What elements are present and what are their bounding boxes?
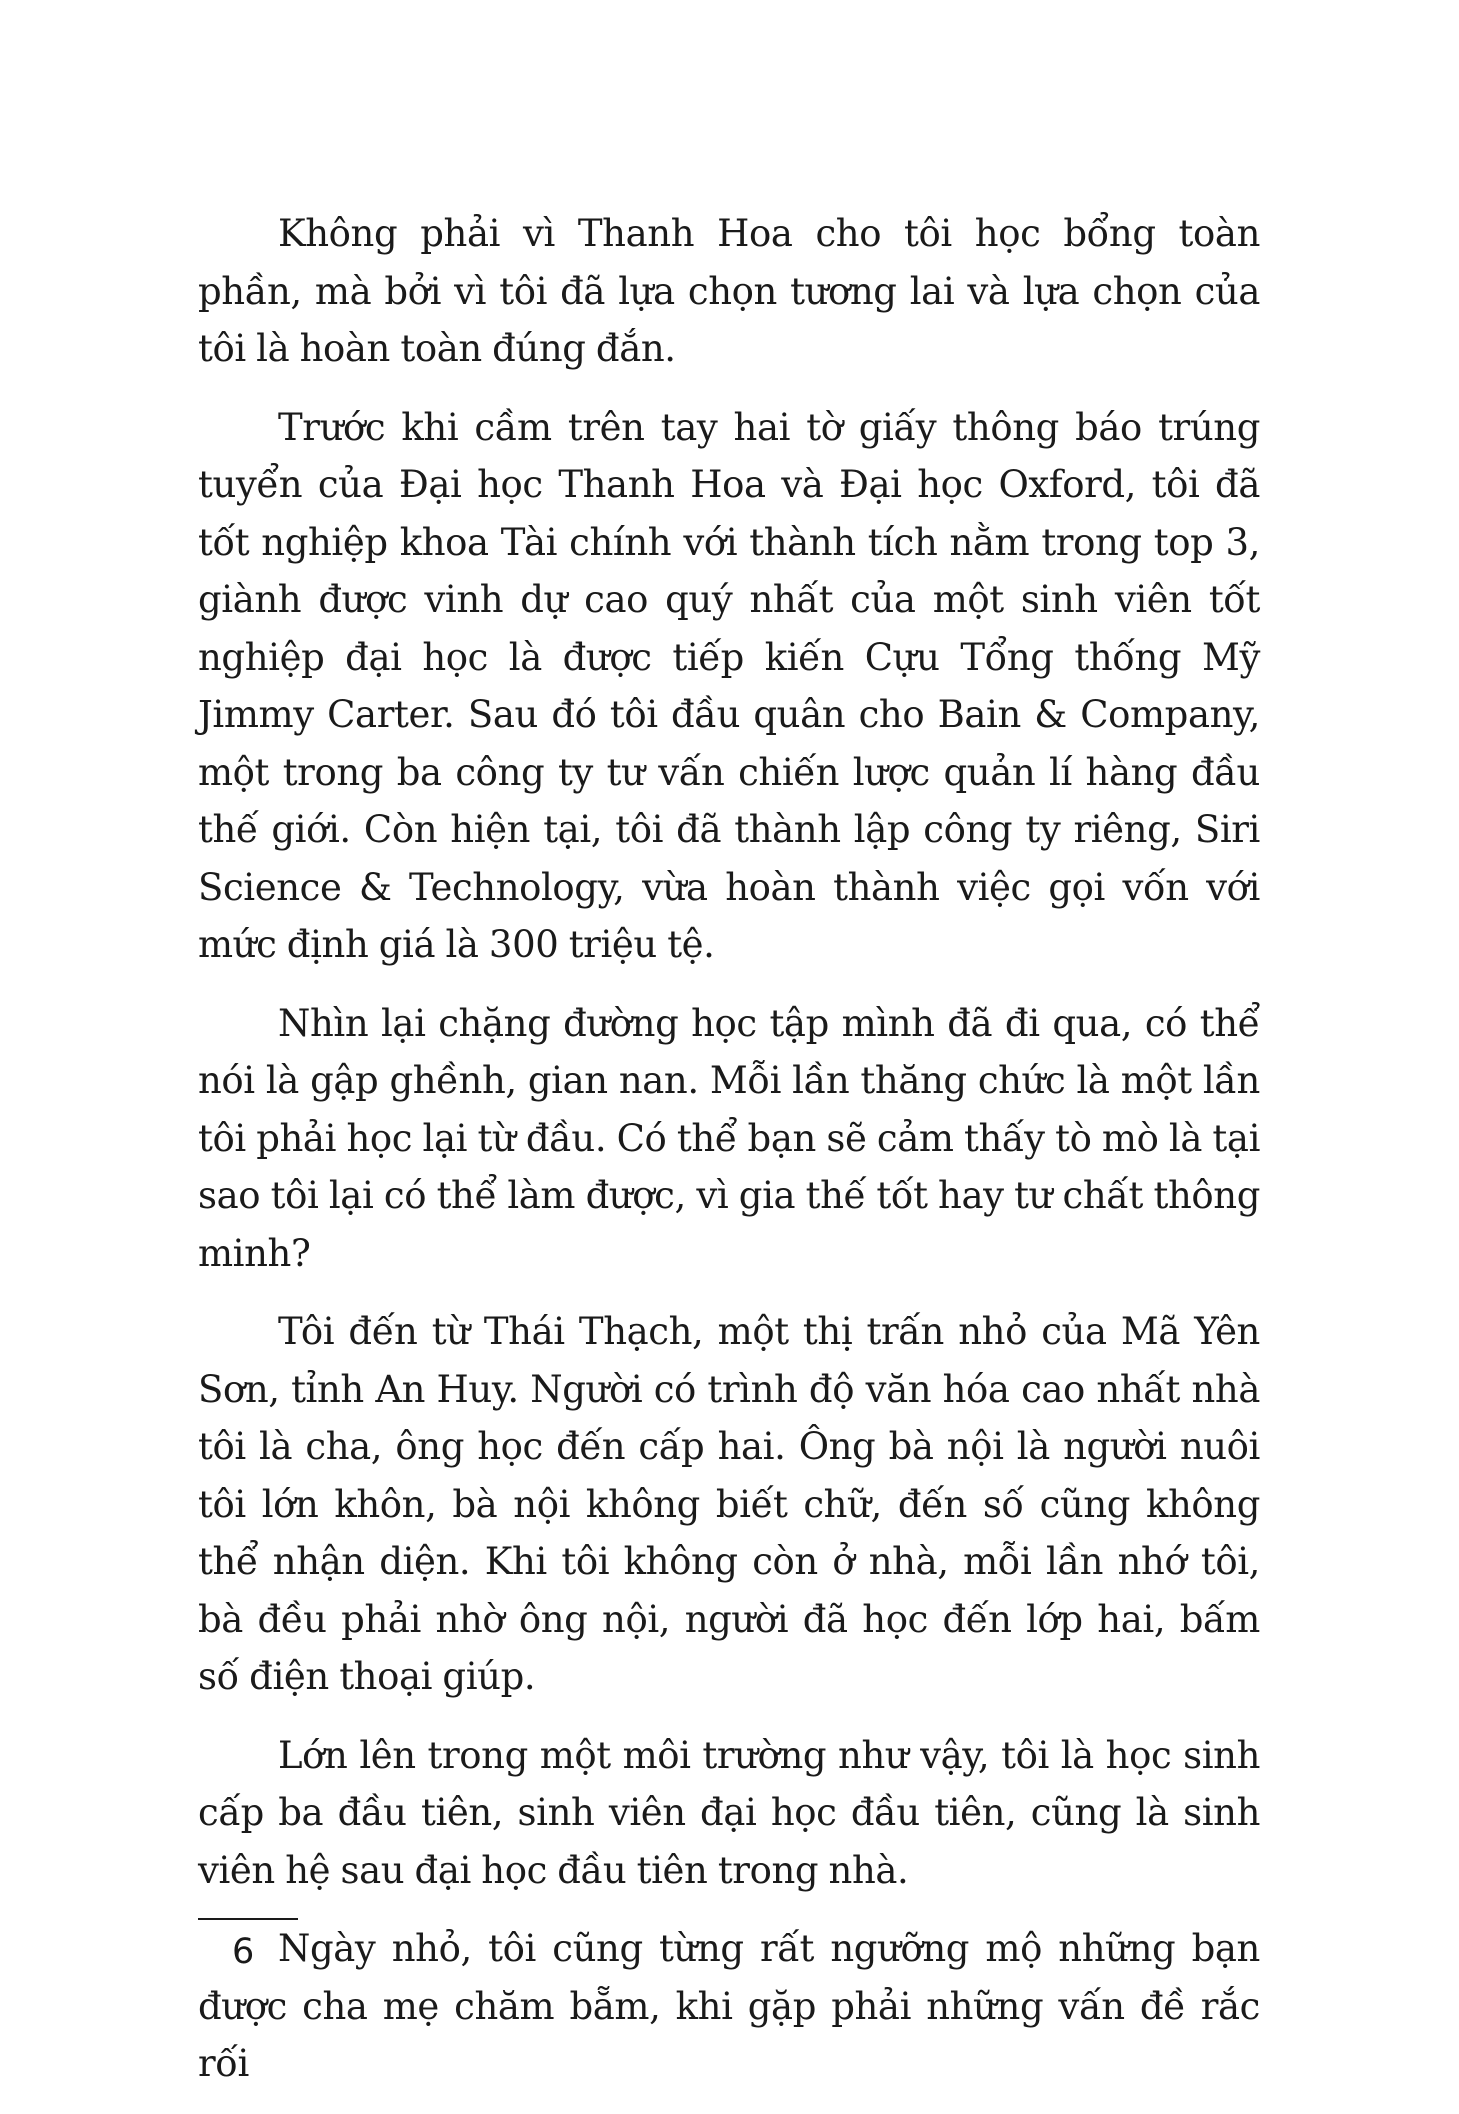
body-text (198, 205, 1260, 2114)
paragraph-1: Không phải vì Thanh Hoa cho tôi học bổng toàn phần, mà bởi vì tôi đã lựa chọn tương lai và lựa chọn của tôi là hoàn toàn đúng đắn. (198, 212, 1260, 370)
paragraph-4: Tôi đến từ Thái Thạch, một thị trấn nhỏ của Mã Yên Sơn, tỉnh An Huy. Người có trình độ văn hóa cao nhất nhà tôi là cha, ông học đến cấp hai. Ông bà nội là người nuôi tôi lớn khôn, bà nội không biết chữ, đến số cũng không thể nhận diện. Khi tôi không còn ở nhà, mỗi lần nhớ tôi, bà đều phải nhờ ông nội, người đã học đến lớp hai, bấm số điện thoại giúp. (198, 1310, 1260, 1698)
footer-rule (198, 1918, 298, 1920)
paragraph-2: Trước khi cầm trên tay hai tờ giấy thông báo trúng tuyển của Đại học Thanh Hoa và Đại học Oxford, tôi đã tốt nghiệp khoa Tài chính với thành tích nằm trong top 3, giành được vinh dự cao quý nhất của một sinh viên tốt nghiệp đại học là được tiếp kiến Cựu Tổng thống Mỹ Jimmy Carter. Sau đó tôi đầu quân cho Bain & Company, một trong ba công ty tư vấn chiến lược quản lí hàng đầu thế giới. Còn hiện tại, tôi đã thành lập công ty riêng, Siri Science & Technology, vừa hoàn thành việc gọi vốn với mức định giá là 300 triệu tệ. (198, 405, 1260, 966)
page-number: 6 (232, 1932, 255, 1972)
paragraph-5: Lớn lên trong một môi trường như vậy, tôi là học sinh cấp ba đầu tiên, sinh viên đại học đầu tiên, cũng là sinh viên hệ sau đại học đầu tiên trong nhà. (198, 1733, 1260, 1892)
paragraph-6: Ngày nhỏ, tôi cũng từng rất ngưỡng mộ những bạn được cha mẹ chăm bẵm, khi gặp phải những vấn đề rắc rối (198, 1927, 1260, 2085)
paragraph-3: Nhìn lại chặng đường học tập mình đã đi qua, có thể nói là gập ghềnh, gian nan. Mỗi lần thăng chức là một lần tôi phải học lại từ đầu. Có thể bạn sẽ cảm thấy tò mò là tại sao tôi lại có thể làm được, vì gia thế tốt hay tư chất thông minh? (198, 1001, 1260, 1275)
